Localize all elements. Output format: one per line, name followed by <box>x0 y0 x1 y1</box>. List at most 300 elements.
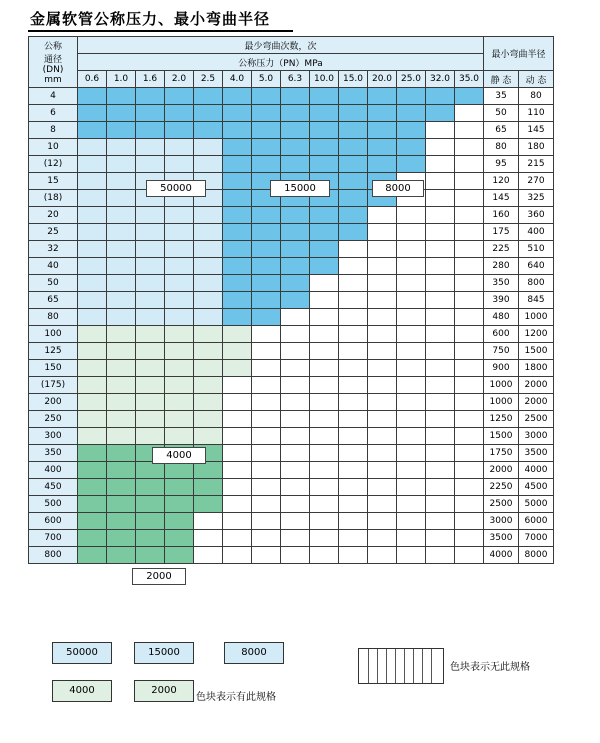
cell-pressure <box>368 479 397 496</box>
cell-pressure <box>339 479 368 496</box>
cell-pressure <box>281 462 310 479</box>
cell-pressure <box>107 207 136 224</box>
header-row-1 <box>29 37 554 54</box>
cell-static-radius: 95 <box>484 156 519 173</box>
cell-dn: 40 <box>29 258 78 275</box>
cell-pressure <box>252 224 281 241</box>
cell-pressure <box>281 241 310 258</box>
legend-note-striped: 色块表示无此规格 <box>450 662 530 673</box>
overlay-label: 2000 <box>132 568 186 585</box>
cell-pressure <box>223 377 252 394</box>
cell-pressure <box>426 224 455 241</box>
cell-pressure <box>310 309 339 326</box>
table-row <box>29 326 554 343</box>
cell-pressure <box>455 360 484 377</box>
cell-pressure <box>165 275 194 292</box>
cell-dn: 500 <box>29 496 78 513</box>
cell-pressure <box>368 88 397 105</box>
table-row <box>29 88 554 105</box>
cell-pressure <box>165 105 194 122</box>
cell-pressure <box>194 479 223 496</box>
cell-pressure <box>107 292 136 309</box>
cell-static-radius: 1000 <box>484 377 519 394</box>
table-row <box>29 360 554 377</box>
title-underline <box>28 30 293 32</box>
cell-pressure <box>136 479 165 496</box>
cell-pressure <box>223 462 252 479</box>
cell-dn: (18) <box>29 190 78 207</box>
table-row <box>29 156 554 173</box>
header-pressure-4.0: 4.0 <box>223 71 252 88</box>
cell-dynamic-radius: 180 <box>519 139 554 156</box>
cell-pressure <box>107 173 136 190</box>
cell-pressure <box>281 394 310 411</box>
cell-pressure <box>339 547 368 564</box>
cell-pressure <box>252 479 281 496</box>
cell-pressure <box>339 258 368 275</box>
cell-pressure <box>310 275 339 292</box>
cell-pressure <box>397 360 426 377</box>
page-title: 金属软管公称压力、最小弯曲半径 <box>30 10 271 28</box>
cell-pressure <box>78 394 107 411</box>
cell-pressure <box>397 258 426 275</box>
cell-pressure <box>107 105 136 122</box>
cell-pressure <box>78 547 107 564</box>
cell-pressure <box>368 105 397 122</box>
cell-pressure <box>339 377 368 394</box>
header-pressure-25.0: 25.0 <box>397 71 426 88</box>
cell-pressure <box>455 292 484 309</box>
cell-pressure <box>426 326 455 343</box>
cell-dynamic-radius: 325 <box>519 190 554 207</box>
cell-pressure <box>107 224 136 241</box>
cell-pressure <box>368 547 397 564</box>
cell-pressure <box>368 462 397 479</box>
cell-pressure <box>281 105 310 122</box>
cell-dn: 350 <box>29 445 78 462</box>
cell-dynamic-radius: 270 <box>519 173 554 190</box>
cell-static-radius: 1250 <box>484 411 519 428</box>
cell-pressure <box>426 530 455 547</box>
cell-pressure <box>223 360 252 377</box>
cell-pressure <box>194 88 223 105</box>
cell-pressure <box>165 496 194 513</box>
cell-pressure <box>107 530 136 547</box>
cell-pressure <box>136 530 165 547</box>
cell-pressure <box>223 241 252 258</box>
cell-pressure <box>426 241 455 258</box>
cell-pressure <box>397 88 426 105</box>
cell-dynamic-radius: 400 <box>519 224 554 241</box>
cell-pressure <box>165 88 194 105</box>
cell-pressure <box>455 275 484 292</box>
cell-dn: 80 <box>29 309 78 326</box>
header-pressure-35.0: 35.0 <box>455 71 484 88</box>
header-row-3 <box>29 71 554 88</box>
cell-pressure <box>252 377 281 394</box>
cell-pressure <box>78 224 107 241</box>
header-min-radius: 最小弯曲半径 <box>484 37 554 71</box>
cell-pressure <box>165 309 194 326</box>
cell-pressure <box>339 156 368 173</box>
cell-pressure <box>281 360 310 377</box>
cell-pressure <box>223 105 252 122</box>
cell-pressure <box>339 173 368 190</box>
cell-pressure <box>426 275 455 292</box>
header-nominal-diameter <box>29 37 78 88</box>
cell-dynamic-radius: 1800 <box>519 360 554 377</box>
cell-pressure <box>194 258 223 275</box>
cell-pressure <box>455 241 484 258</box>
cell-pressure <box>78 292 107 309</box>
cell-pressure <box>281 445 310 462</box>
cell-pressure <box>223 547 252 564</box>
cell-pressure <box>194 309 223 326</box>
dn-line-2: 通径 <box>43 55 62 65</box>
cell-pressure <box>136 547 165 564</box>
cell-dn: 25 <box>29 224 78 241</box>
cell-pressure <box>136 309 165 326</box>
cell-dn: 4 <box>29 88 78 105</box>
table-row <box>29 479 554 496</box>
cell-dynamic-radius: 4000 <box>519 462 554 479</box>
cell-pressure <box>455 445 484 462</box>
cell-pressure <box>368 496 397 513</box>
cell-pressure <box>368 139 397 156</box>
cell-pressure <box>107 156 136 173</box>
cell-pressure <box>339 394 368 411</box>
table-row <box>29 207 554 224</box>
cell-pressure <box>165 530 194 547</box>
cell-pressure <box>165 377 194 394</box>
cell-pressure <box>78 88 107 105</box>
table-row <box>29 224 554 241</box>
cell-dynamic-radius: 640 <box>519 258 554 275</box>
cell-static-radius: 225 <box>484 241 519 258</box>
cell-dn: 20 <box>29 207 78 224</box>
cell-pressure <box>194 411 223 428</box>
cell-pressure <box>107 275 136 292</box>
cell-pressure <box>107 326 136 343</box>
cell-pressure <box>252 122 281 139</box>
cell-static-radius: 600 <box>484 326 519 343</box>
cell-pressure <box>223 224 252 241</box>
table-row <box>29 309 554 326</box>
cell-pressure <box>368 292 397 309</box>
cell-pressure <box>107 139 136 156</box>
cell-pressure <box>310 224 339 241</box>
header-pressure-2.0: 2.0 <box>165 71 194 88</box>
cell-dn: 300 <box>29 428 78 445</box>
header-pressure-0.6: 0.6 <box>78 71 107 88</box>
cell-pressure <box>78 105 107 122</box>
cell-pressure <box>310 122 339 139</box>
cell-pressure <box>78 258 107 275</box>
cell-pressure <box>223 275 252 292</box>
cell-pressure <box>281 377 310 394</box>
cell-pressure <box>368 530 397 547</box>
cell-pressure <box>136 207 165 224</box>
cell-pressure <box>310 360 339 377</box>
cell-pressure <box>368 411 397 428</box>
cell-pressure <box>310 411 339 428</box>
cell-pressure <box>194 292 223 309</box>
cell-pressure <box>339 360 368 377</box>
cell-pressure <box>252 547 281 564</box>
cell-static-radius: 120 <box>484 173 519 190</box>
cell-pressure <box>165 326 194 343</box>
header-pressure-10.0: 10.0 <box>310 71 339 88</box>
table-row <box>29 122 554 139</box>
cell-pressure <box>339 241 368 258</box>
cell-pressure <box>426 88 455 105</box>
cell-pressure <box>339 530 368 547</box>
cell-pressure <box>310 428 339 445</box>
cell-static-radius: 900 <box>484 360 519 377</box>
cell-pressure <box>223 513 252 530</box>
cell-pressure <box>78 156 107 173</box>
cell-pressure <box>107 513 136 530</box>
cell-pressure <box>136 241 165 258</box>
cell-pressure <box>107 190 136 207</box>
cell-pressure <box>107 343 136 360</box>
cell-pressure <box>194 513 223 530</box>
cell-pressure <box>107 496 136 513</box>
cell-pressure <box>368 309 397 326</box>
cell-pressure <box>252 156 281 173</box>
cell-pressure <box>397 343 426 360</box>
cell-pressure <box>78 377 107 394</box>
overlay-label: 8000 <box>372 180 424 197</box>
cell-pressure <box>426 343 455 360</box>
cell-pressure <box>397 156 426 173</box>
cell-pressure <box>426 292 455 309</box>
cell-pressure <box>368 275 397 292</box>
cell-pressure <box>455 394 484 411</box>
cell-pressure <box>281 326 310 343</box>
cell-dynamic-radius: 1000 <box>519 309 554 326</box>
cell-dynamic-radius: 7000 <box>519 530 554 547</box>
cell-dynamic-radius: 80 <box>519 88 554 105</box>
cell-pressure <box>78 309 107 326</box>
table-row <box>29 428 554 445</box>
cell-pressure <box>281 411 310 428</box>
cell-pressure <box>397 139 426 156</box>
cell-pressure <box>252 326 281 343</box>
table-row <box>29 445 554 462</box>
cell-static-radius: 1750 <box>484 445 519 462</box>
cell-pressure <box>368 428 397 445</box>
dn-line-4: mm <box>44 75 62 85</box>
cell-pressure <box>252 411 281 428</box>
cell-pressure <box>165 343 194 360</box>
cell-pressure <box>194 122 223 139</box>
cell-pressure <box>165 207 194 224</box>
cell-pressure <box>310 156 339 173</box>
cell-pressure <box>339 292 368 309</box>
cell-static-radius: 50 <box>484 105 519 122</box>
cell-dynamic-radius: 845 <box>519 292 554 309</box>
cell-pressure <box>339 190 368 207</box>
cell-pressure <box>339 445 368 462</box>
cell-pressure <box>455 88 484 105</box>
table-row <box>29 530 554 547</box>
cell-pressure <box>368 207 397 224</box>
cell-pressure <box>107 411 136 428</box>
cell-pressure <box>455 258 484 275</box>
header-pressure-6.3: 6.3 <box>281 71 310 88</box>
cell-static-radius: 65 <box>484 122 519 139</box>
header-dynamic: 动 态 <box>519 71 554 88</box>
cell-pressure <box>136 122 165 139</box>
legend-item: 15000 <box>134 642 194 664</box>
cell-pressure <box>339 496 368 513</box>
header-pressure-32.0: 32.0 <box>426 71 455 88</box>
table-row <box>29 275 554 292</box>
cell-pressure <box>136 411 165 428</box>
cell-pressure <box>78 275 107 292</box>
cell-pressure <box>165 122 194 139</box>
cell-pressure <box>426 445 455 462</box>
cell-pressure <box>252 462 281 479</box>
cell-pressure <box>165 360 194 377</box>
cell-pressure <box>426 360 455 377</box>
cell-pressure <box>455 343 484 360</box>
cell-pressure <box>310 207 339 224</box>
cell-pressure <box>252 496 281 513</box>
cell-pressure <box>136 496 165 513</box>
cell-pressure <box>165 292 194 309</box>
cell-dynamic-radius: 800 <box>519 275 554 292</box>
cell-pressure <box>310 241 339 258</box>
cell-static-radius: 4000 <box>484 547 519 564</box>
cell-pressure <box>165 258 194 275</box>
cell-pressure <box>78 360 107 377</box>
cell-dynamic-radius: 110 <box>519 105 554 122</box>
cell-pressure <box>136 377 165 394</box>
cell-pressure <box>368 377 397 394</box>
cell-pressure <box>368 343 397 360</box>
cell-pressure <box>397 207 426 224</box>
cell-static-radius: 35 <box>484 88 519 105</box>
cell-static-radius: 145 <box>484 190 519 207</box>
cell-pressure <box>281 207 310 224</box>
cell-pressure <box>78 462 107 479</box>
cell-pressure <box>339 428 368 445</box>
overlay-label: 50000 <box>146 180 206 197</box>
cell-pressure <box>368 156 397 173</box>
cell-pressure <box>310 105 339 122</box>
cell-pressure <box>397 292 426 309</box>
cell-dn: 10 <box>29 139 78 156</box>
cell-pressure <box>165 241 194 258</box>
cell-pressure <box>78 530 107 547</box>
cell-static-radius: 3500 <box>484 530 519 547</box>
cell-dn: 50 <box>29 275 78 292</box>
cell-pressure <box>397 309 426 326</box>
cell-dn: (175) <box>29 377 78 394</box>
cell-pressure <box>107 479 136 496</box>
cell-pressure <box>426 258 455 275</box>
cell-pressure <box>281 496 310 513</box>
cell-pressure <box>252 394 281 411</box>
cell-dn: 6 <box>29 105 78 122</box>
cell-pressure <box>310 377 339 394</box>
cell-pressure <box>281 513 310 530</box>
cell-pressure <box>310 462 339 479</box>
cell-pressure <box>252 309 281 326</box>
cell-pressure <box>223 122 252 139</box>
cell-dn: 600 <box>29 513 78 530</box>
cell-pressure <box>223 496 252 513</box>
cell-pressure <box>281 224 310 241</box>
cell-dn: 400 <box>29 462 78 479</box>
cell-pressure <box>455 156 484 173</box>
cell-pressure <box>223 207 252 224</box>
cell-pressure <box>107 88 136 105</box>
cell-pressure <box>78 479 107 496</box>
header-pressure-1.6: 1.6 <box>136 71 165 88</box>
cell-static-radius: 80 <box>484 139 519 156</box>
table-row <box>29 139 554 156</box>
cell-pressure <box>252 428 281 445</box>
cell-pressure <box>107 360 136 377</box>
cell-dn: 125 <box>29 343 78 360</box>
cell-pressure <box>310 326 339 343</box>
cell-pressure <box>397 394 426 411</box>
table-row <box>29 547 554 564</box>
cell-pressure <box>281 139 310 156</box>
cell-dynamic-radius: 6000 <box>519 513 554 530</box>
cell-pressure <box>194 105 223 122</box>
cell-pressure <box>455 173 484 190</box>
cell-pressure <box>252 241 281 258</box>
cell-pressure <box>455 377 484 394</box>
cell-pressure <box>339 309 368 326</box>
cell-pressure <box>455 309 484 326</box>
cell-pressure <box>78 343 107 360</box>
legend-item: 50000 <box>52 642 112 664</box>
cell-static-radius: 2250 <box>484 479 519 496</box>
cell-pressure <box>368 326 397 343</box>
cell-pressure <box>426 190 455 207</box>
header-pressure-20.0: 20.0 <box>368 71 397 88</box>
cell-pressure <box>78 326 107 343</box>
cell-pressure <box>281 275 310 292</box>
header-pressure-1.0: 1.0 <box>107 71 136 88</box>
cell-pressure <box>194 224 223 241</box>
cell-pressure <box>281 88 310 105</box>
legend-note-color: 色块表示有此规格 <box>196 692 276 703</box>
cell-dn: 800 <box>29 547 78 564</box>
cell-pressure <box>397 530 426 547</box>
cell-pressure <box>252 275 281 292</box>
cell-dn: 65 <box>29 292 78 309</box>
cell-pressure <box>78 411 107 428</box>
cell-dynamic-radius: 8000 <box>519 547 554 564</box>
cell-pressure <box>455 428 484 445</box>
cell-pressure <box>281 428 310 445</box>
cell-pressure <box>223 530 252 547</box>
cell-pressure <box>368 224 397 241</box>
cell-pressure <box>136 360 165 377</box>
cell-pressure <box>455 513 484 530</box>
cell-pressure <box>107 241 136 258</box>
cell-pressure <box>426 513 455 530</box>
cell-dynamic-radius: 510 <box>519 241 554 258</box>
cell-pressure <box>107 462 136 479</box>
cell-dn: 450 <box>29 479 78 496</box>
